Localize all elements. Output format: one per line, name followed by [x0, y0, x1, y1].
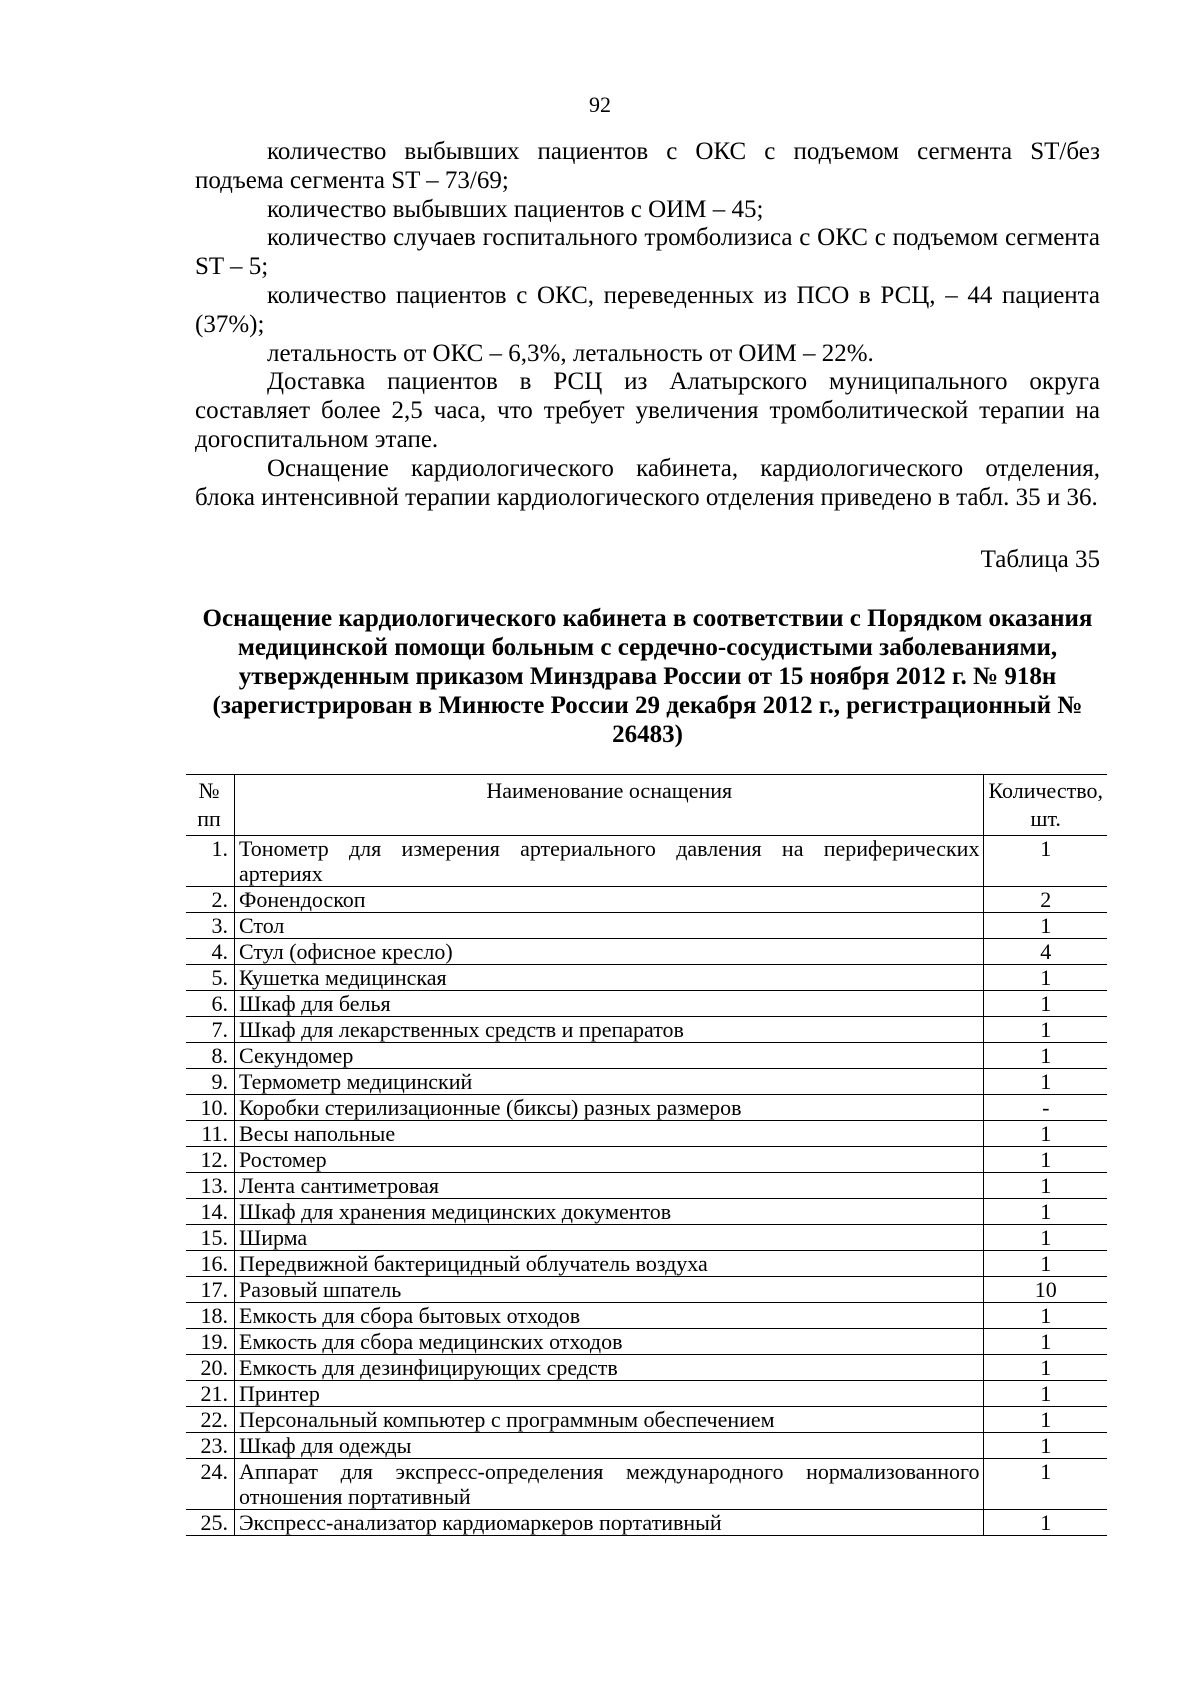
- row-number: 19.: [186, 1329, 235, 1355]
- table-row: [186, 1017, 1107, 1043]
- row-name: Ширма: [235, 1225, 984, 1251]
- row-name: Стул (офисное кресло): [235, 939, 984, 965]
- row-number: 16.: [186, 1251, 235, 1277]
- row-number: 25.: [186, 1510, 235, 1536]
- header-name: Наименование оснащения: [235, 775, 984, 836]
- row-name: Емкость для сбора медицинских отходов: [235, 1329, 984, 1355]
- table-row: [186, 991, 1107, 1017]
- row-name: Коробки стерилизационные (биксы) разных размеров: [235, 1095, 984, 1121]
- table-caption: Таблица 35: [980, 546, 1100, 573]
- row-quantity: 1: [984, 965, 1107, 991]
- row-number: 23.: [186, 1433, 235, 1459]
- row-quantity: 1: [984, 1433, 1107, 1459]
- row-quantity: 1: [984, 1043, 1107, 1069]
- body-text: [195, 138, 1100, 512]
- table-title: Оснащение кардиологического кабинета в соответствии с Порядком оказания медицинской помощи больным с сердечно-сосудистыми заболеваниями, утвержденным приказом Минздрава России от 15 ноября 2012 г. № 918н (зарегистрирован в Минюсте России 29 декабря 2012 г., регистрационный № 26483): [202, 605, 1093, 748]
- row-quantity: -: [984, 1095, 1107, 1121]
- table-row: [186, 1225, 1107, 1251]
- table-row: [186, 1277, 1107, 1303]
- row-number: 21.: [186, 1381, 235, 1407]
- row-number: 12.: [186, 1147, 235, 1173]
- row-name: Принтер: [235, 1381, 984, 1407]
- row-quantity: 1: [984, 1225, 1107, 1251]
- row-name: Ростомер: [235, 1147, 984, 1173]
- row-number: 2.: [186, 887, 235, 913]
- paragraph: количество пациентов с ОКС, переведенных из ПСО в РСЦ, – 44 пациента (37%);: [195, 281, 1100, 338]
- row-name: Стол: [235, 913, 984, 939]
- paragraph: Доставка пациентов в РСЦ из Алатырского муниципального округа составляет более 2,5 часа, что требует увеличения тромболитической терапии на догоспитальном этапе.: [195, 368, 1100, 453]
- table-row: [186, 1173, 1107, 1199]
- row-number: 15.: [186, 1225, 235, 1251]
- row-number: 18.: [186, 1303, 235, 1329]
- row-quantity: 1: [984, 1173, 1107, 1199]
- table-row: [186, 1407, 1107, 1433]
- table-row: [186, 1381, 1107, 1407]
- paragraph: Оснащение кардиологического кабинета, кардиологического отделения, блока интенсивной терапии кардиологического отделения приведено в табл. 35 и 36.: [195, 454, 1100, 511]
- table-row: [186, 1043, 1107, 1069]
- table-row: [186, 965, 1107, 991]
- row-name: Термометр медицинский: [235, 1069, 984, 1095]
- row-name: Тонометр для измерения артериального давления на периферических артериях: [235, 836, 984, 887]
- row-name: Шкаф для белья: [235, 991, 984, 1017]
- row-number: 14.: [186, 1199, 235, 1225]
- row-number: 3.: [186, 913, 235, 939]
- table-row: [186, 1433, 1107, 1459]
- row-quantity: 2: [984, 887, 1107, 913]
- row-name: Передвижной бактерицидный облучатель воздуха: [235, 1251, 984, 1277]
- row-number: 5.: [186, 965, 235, 991]
- table-row: [186, 1069, 1107, 1095]
- row-name: Емкость для сбора бытовых отходов: [235, 1303, 984, 1329]
- row-quantity: 1: [984, 1069, 1107, 1095]
- row-name: Емкость для дезинфицирующих средств: [235, 1355, 984, 1381]
- row-name: Лента сантиметровая: [235, 1173, 984, 1199]
- table-row: [186, 1251, 1107, 1277]
- row-quantity: 1: [984, 991, 1107, 1017]
- table-row: [186, 1199, 1107, 1225]
- row-name: Фонендоскоп: [235, 887, 984, 913]
- row-name: Шкаф для хранения медицинских документов: [235, 1199, 984, 1225]
- row-number: 9.: [186, 1069, 235, 1095]
- equipment-table: [186, 774, 1107, 1536]
- table-row: [186, 1329, 1107, 1355]
- row-number: 24.: [186, 1459, 235, 1510]
- row-quantity: 1: [984, 1381, 1107, 1407]
- table-row: [186, 836, 1107, 887]
- header-number: № пп: [186, 775, 235, 836]
- row-quantity: 10: [984, 1277, 1107, 1303]
- row-name: Разовый шпатель: [235, 1277, 984, 1303]
- row-name: Шкаф для лекарственных средств и препаратов: [235, 1017, 984, 1043]
- paragraph: количество случаев госпитального тромболизиса с ОКС с подъемом сегмента ST – 5;: [195, 224, 1100, 281]
- row-number: 7.: [186, 1017, 235, 1043]
- table-row: [186, 1095, 1107, 1121]
- row-number: 17.: [186, 1277, 235, 1303]
- paragraph: летальность от ОКС – 6,3%, летальность от ОИМ – 22%.: [267, 339, 874, 367]
- row-name: Весы напольные: [235, 1121, 984, 1147]
- row-name: Кушетка медицинская: [235, 965, 984, 991]
- row-name: Персональный компьютер с программным обеспечением: [235, 1407, 984, 1433]
- row-number: 6.: [186, 991, 235, 1017]
- row-quantity: 1: [984, 1329, 1107, 1355]
- row-number: 11.: [186, 1121, 235, 1147]
- row-number: 4.: [186, 939, 235, 965]
- row-quantity: 1: [984, 1017, 1107, 1043]
- table-header-row: [186, 775, 1107, 836]
- table-body: [186, 836, 1107, 1536]
- row-quantity: 1: [984, 1147, 1107, 1173]
- table-row: [186, 939, 1107, 965]
- row-name: Секундомер: [235, 1043, 984, 1069]
- table-row: [186, 1459, 1107, 1510]
- paragraph: количество выбывших пациентов с ОКС с подъемом сегмента ST/без подъема сегмента ST – 73/69;: [195, 138, 1100, 194]
- row-quantity: 1: [984, 913, 1107, 939]
- row-number: 8.: [186, 1043, 235, 1069]
- row-quantity: 1: [984, 1303, 1107, 1329]
- row-name: Аппарат для экспресс-определения международного нормализованного отношения портативный: [235, 1459, 984, 1510]
- row-quantity: 1: [984, 1355, 1107, 1381]
- table-row: [186, 1510, 1107, 1536]
- table-row: [186, 1147, 1107, 1173]
- row-number: 10.: [186, 1095, 235, 1121]
- row-number: 1.: [186, 836, 235, 887]
- row-name: Экспресс-анализатор кардиомаркеров портативный: [235, 1510, 984, 1536]
- paragraph: количество выбывших пациентов с ОИМ – 45;: [267, 195, 764, 223]
- row-number: 22.: [186, 1407, 235, 1433]
- table-row: [186, 887, 1107, 913]
- row-quantity: 1: [984, 1459, 1107, 1510]
- row-quantity: 1: [984, 1121, 1107, 1147]
- table-row: [186, 1303, 1107, 1329]
- row-quantity: 1: [984, 1199, 1107, 1225]
- table-row: [186, 1355, 1107, 1381]
- table-row: [186, 1121, 1107, 1147]
- row-quantity: 4: [984, 939, 1107, 965]
- header-quantity: Количество, шт.: [984, 775, 1107, 836]
- row-quantity: 1: [984, 1407, 1107, 1433]
- table-row: [186, 913, 1107, 939]
- row-number: 13.: [186, 1173, 235, 1199]
- row-quantity: 1: [984, 836, 1107, 887]
- page-number: 92: [589, 92, 611, 117]
- row-quantity: 1: [984, 1510, 1107, 1536]
- row-number: 20.: [186, 1355, 235, 1381]
- row-quantity: 1: [984, 1251, 1107, 1277]
- row-name: Шкаф для одежды: [235, 1433, 984, 1459]
